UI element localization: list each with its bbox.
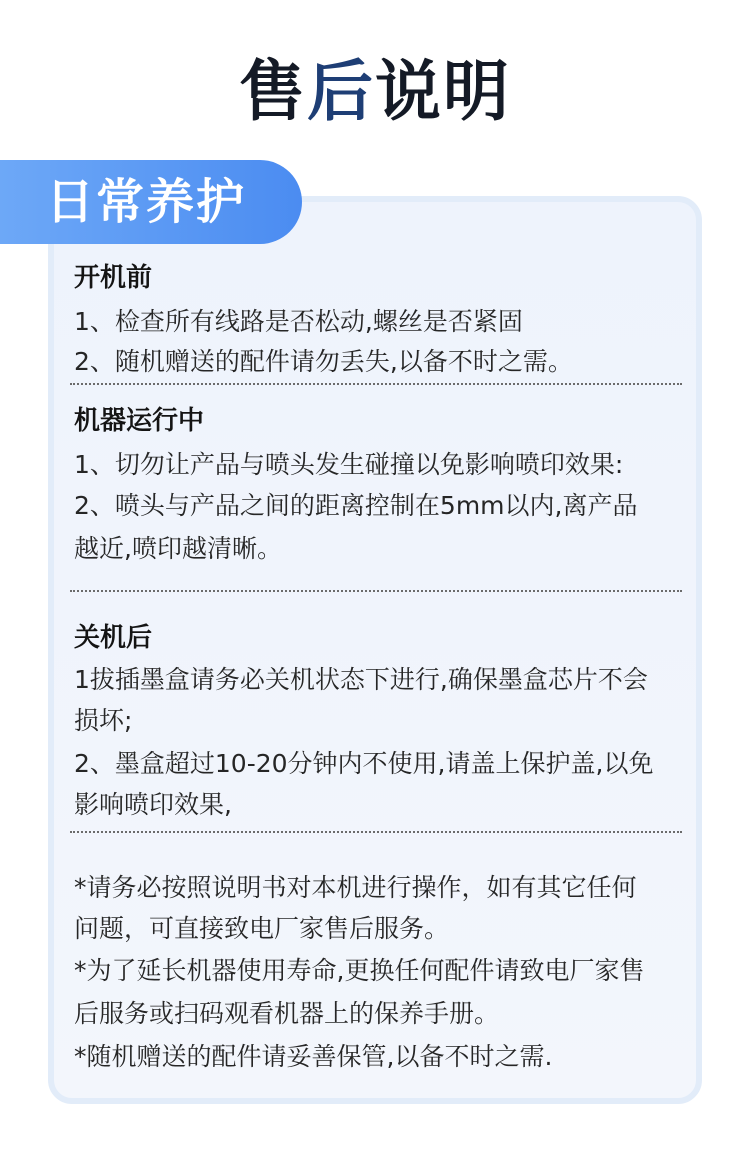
shutdown-line-3: 2、墨盒超过10-20分钟内不使用,请盖上保护盖,以免 xyxy=(74,749,654,778)
running-line-3: 越近,喷印越清晰。 xyxy=(74,534,282,563)
running-line-1: 1、切勿让产品与喷头发生碰撞以免影响喷印效果: xyxy=(74,450,624,479)
title-part-2: 后 xyxy=(307,53,375,130)
running-line-2: 2、喷头与产品之间的距离控制在5mm以内,离产品 xyxy=(74,491,638,520)
note-line-1: *请务必按照说明书对本机进行操作，如有其它任何 xyxy=(74,873,637,902)
section-heading-running: 机器运行中 xyxy=(74,406,205,436)
title-part-1: 售 xyxy=(239,53,307,130)
shutdown-line-4: 影响喷印效果, xyxy=(74,790,232,819)
divider-1 xyxy=(70,383,682,385)
divider-2 xyxy=(70,590,682,592)
shutdown-line-1: 1拔插墨盒请务必关机状态下进行,确保墨盒芯片不会 xyxy=(74,665,648,694)
divider-3 xyxy=(70,831,682,833)
startup-line-2: 2、随机赠送的配件请勿丢失,以备不时之需。 xyxy=(74,347,573,376)
section-heading-startup: 开机前 xyxy=(74,263,153,293)
startup-line-1: 1、检查所有线路是否松动,螺丝是否紧固 xyxy=(74,307,523,336)
note-line-3: *为了延长机器使用寿命,更换任何配件请致电厂家售 xyxy=(74,956,645,985)
section-heading-shutdown: 关机后 xyxy=(74,623,153,653)
note-line-4: 后服务或扫码观看机器上的保养手册。 xyxy=(74,999,500,1028)
shutdown-line-2: 损坏; xyxy=(74,706,133,735)
title-part-3: 说明 xyxy=(375,53,511,130)
section-tab: 日常养护 xyxy=(0,160,302,244)
note-line-2: 问题，可直接致电厂家售后服务。 xyxy=(74,914,450,943)
page-title xyxy=(0,52,750,132)
note-line-5: *随机赠送的配件请妥善保管,以备不时之需. xyxy=(74,1042,553,1071)
